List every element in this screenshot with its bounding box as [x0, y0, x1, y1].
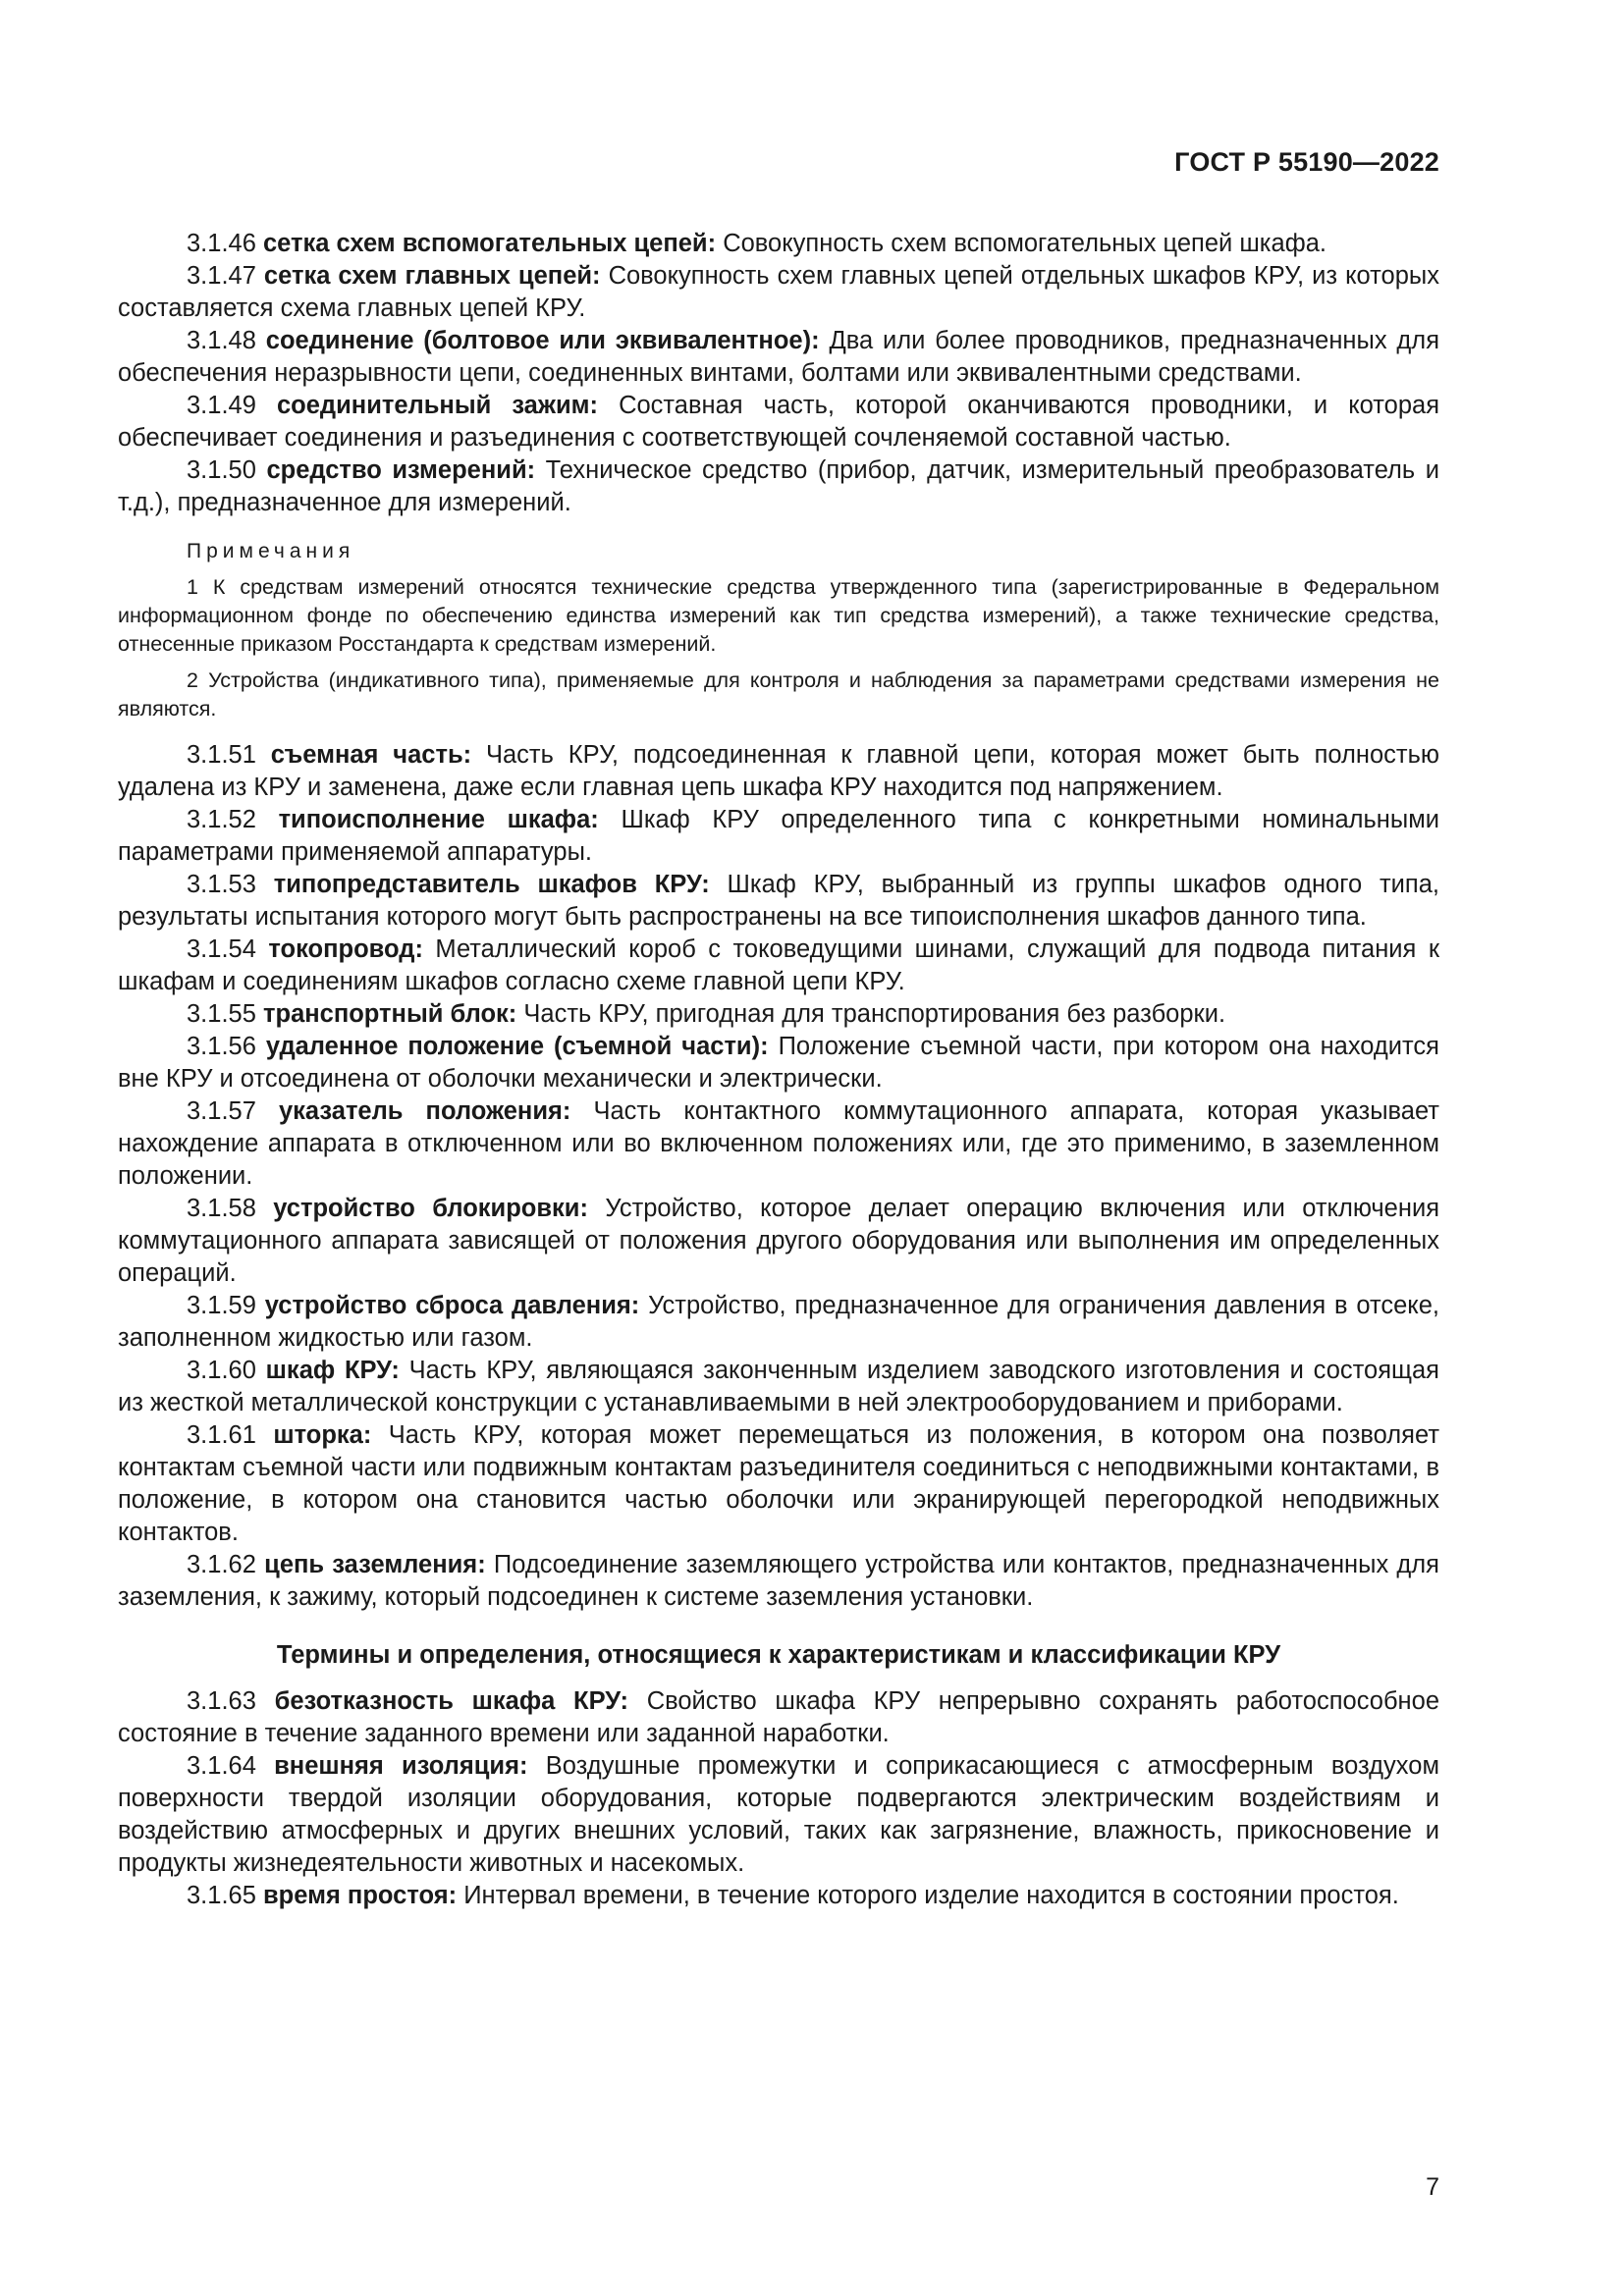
term-entry [118, 1419, 1439, 1549]
note-item: 2 Устройства (индикативного типа), применяемые для контроля и наблюдения за параметрами средствами измерения не являются. [118, 668, 1439, 721]
term-name: типопредставитель шкафов КРУ: [273, 871, 710, 898]
term-number: 3.1.59 [187, 1292, 256, 1319]
term-name: транспортный блок: [263, 1000, 517, 1028]
term-definition: Свойство шкафа КРУ непрерывно сохранять работоспособное состояние в течение заданного времени или заданной наработки. [118, 1687, 1440, 1747]
term-definition: Металлический короб с токоведущими шинами, служащий для подвода питания к шкафам и соединениям шкафов согласно схеме главной цепи КРУ. [118, 935, 1439, 995]
term-entry [118, 1880, 1439, 1912]
term-entry [118, 1095, 1439, 1193]
term-name: соединительный зажим: [276, 392, 598, 419]
term-number: 3.1.52 [187, 806, 256, 833]
term-entry [118, 869, 1439, 934]
term-entry [118, 1685, 1439, 1750]
term-name: типоисполнение шкафа: [278, 806, 599, 833]
term-definition: Шкаф КРУ определенного типа с конкретными номинальными параметрами применяемой аппаратуры. [118, 806, 1439, 866]
term-definition: Устройство, предназначенное для ограничения давления в отсеке, заполненном жидкостью или газом. [118, 1292, 1439, 1352]
term-number: 3.1.57 [187, 1097, 256, 1125]
term-name: устройство сброса давления: [264, 1292, 640, 1319]
term-number: 3.1.53 [187, 871, 256, 898]
term-number: 3.1.65 [187, 1882, 256, 1909]
term-entry [118, 1750, 1439, 1880]
term-entry [118, 804, 1439, 869]
term-name: сетка схем вспомогательных цепей: [263, 230, 717, 257]
terms-group-c [118, 1685, 1439, 1912]
term-number: 3.1.55 [187, 1000, 256, 1028]
term-number: 3.1.50 [187, 456, 256, 484]
term-entry [118, 390, 1439, 454]
term-definition: Часть КРУ, которая может перемещаться из положения, в котором она позволяет контактам съемной части или подвижным контактам разъединителя соединиться с неподвижными контактами, в положение, в котором она становится частью оболочки или экранирующей перегородкой неподвижных контактов. [118, 1421, 1440, 1546]
term-number: 3.1.49 [187, 392, 256, 419]
term-number: 3.1.64 [187, 1752, 256, 1780]
term-definition: Два или более проводников, предназначенных для обеспечения неразрывности цепи, соединенных винтами, болтами или эквивалентными средствами. [118, 327, 1439, 387]
term-definition: Устройство, которое делает операцию включения или отключения коммутационного аппарата зависящей от положения другого оборудования или выполнения им определенных операций. [118, 1195, 1439, 1287]
term-name: токопровод: [268, 935, 423, 963]
terms-group-b [118, 739, 1439, 1614]
note-item: 1 К средствам измерений относятся технические средства утвержденного типа (зарегистрированные в Федеральном информационном фонде по обеспечению единства измерений как тип средства измерений), а также технические средства, отнесенные приказом Росстандарта к средствам измерений. [118, 575, 1439, 656]
term-name: средство измерений: [266, 456, 536, 484]
term-number: 3.1.60 [187, 1357, 256, 1384]
term-name: соединение (болтовое или эквивалентное): [265, 327, 820, 354]
standard-header: ГОСТ Р 55190—2022 [1174, 147, 1439, 177]
term-name: устройство блокировки: [273, 1195, 588, 1222]
term-entry [118, 1290, 1439, 1355]
term-entry [118, 325, 1439, 390]
term-entry [118, 1031, 1439, 1095]
term-entry [118, 934, 1439, 998]
term-entry [118, 998, 1439, 1031]
term-definition: Часть контактного коммутационного аппарата, которая указывает нахождение аппарата в отключенном или во включенном положениях или, где это применимо, в заземленном положении. [118, 1097, 1439, 1190]
term-entry [118, 1193, 1439, 1290]
document-body [118, 228, 1439, 1912]
term-definition: Шкаф КРУ, выбранный из группы шкафов одного типа, результаты испытания которого могут быть распространены на все типоисполнения шкафов данного типа. [118, 871, 1439, 931]
term-definition: Составная часть, которой оканчиваются проводники, и которая обеспечивает соединения и разъединения с соответствующей сочленяемой составной частью. [118, 392, 1440, 452]
term-name: указатель положения: [278, 1097, 571, 1125]
term-number: 3.1.46 [187, 230, 256, 257]
term-name: безотказность шкафа КРУ: [274, 1687, 628, 1715]
term-entry [118, 1355, 1439, 1419]
term-number: 3.1.47 [187, 262, 256, 290]
terms-group-a [118, 228, 1439, 519]
term-entry [118, 228, 1439, 260]
term-definition: Часть КРУ, являющаяся законченным изделием заводского изготовления и состоящая из жесткой металлической конструкции с устанавливаемыми в ней электрооборудованием и приборами. [118, 1357, 1439, 1416]
term-definition: Положение съемной части, при котором она находится вне КРУ и отсоединена от оболочки механически и электрически. [118, 1033, 1439, 1093]
term-definition: Часть КРУ, пригодная для транспортирования без разборки. [523, 1000, 1226, 1028]
term-number: 3.1.61 [187, 1421, 256, 1449]
term-definition: Воздушные промежутки и соприкасающиеся с атмосферным воздухом поверхности твердой изоляции оборудования, которые подвергаются электрическим воздействиям и воздействию атмосферных и других внешних условий, таких как загрязнение, влажность, прикосновение и продукты жизнедеятельности животных и насекомых. [118, 1752, 1439, 1877]
term-definition: Совокупность схем вспомогательных цепей шкафа. [723, 230, 1326, 257]
term-number: 3.1.54 [187, 935, 256, 963]
term-definition: Совокупность схем главных цепей отдельных шкафов КРУ, из которых составляется схема главных цепей КРУ. [118, 262, 1439, 322]
term-number: 3.1.51 [187, 741, 256, 769]
term-name: сетка схем главных цепей: [263, 262, 601, 290]
term-definition: Подсоединение заземляющего устройства или контактов, предназначенных для заземления, к зажиму, который подсоединен к системе заземления установки. [118, 1551, 1439, 1611]
term-number: 3.1.63 [187, 1687, 256, 1715]
term-number: 3.1.48 [187, 327, 256, 354]
term-definition: Часть КРУ, подсоединенная к главной цепи, которая может быть полностью удалена из КРУ и заменена, даже если главная цепь шкафа КРУ находится под напряжением. [118, 741, 1439, 801]
term-number: 3.1.62 [187, 1551, 256, 1578]
term-name: съемная часть: [270, 741, 472, 769]
term-number: 3.1.56 [187, 1033, 256, 1060]
section-title: Термины и определения, относящиеся к характеристикам и классификации КРУ [276, 1641, 1281, 1669]
term-name: шкаф КРУ: [265, 1357, 400, 1384]
page-number: 7 [1426, 2173, 1439, 2201]
term-name: цепь заземления: [264, 1551, 486, 1578]
term-name: время простоя: [263, 1882, 458, 1909]
term-entry [118, 1549, 1439, 1614]
term-number: 3.1.58 [187, 1195, 256, 1222]
term-name: шторка: [273, 1421, 372, 1449]
notes-list [118, 573, 1439, 723]
term-entry [118, 260, 1439, 325]
term-definition: Интервал времени, в течение которого изделие находится в состоянии простоя. [463, 1882, 1399, 1909]
notes-heading: Примечания [187, 540, 355, 562]
term-name: удаленное положение (съемной части): [265, 1033, 769, 1060]
term-name: внешняя изоляция: [274, 1752, 528, 1780]
term-entry [118, 739, 1439, 804]
term-entry [118, 454, 1439, 519]
term-definition: Техническое средство (прибор, датчик, измерительный преобразователь и т.д.), предназначенное для измерений. [118, 456, 1439, 516]
